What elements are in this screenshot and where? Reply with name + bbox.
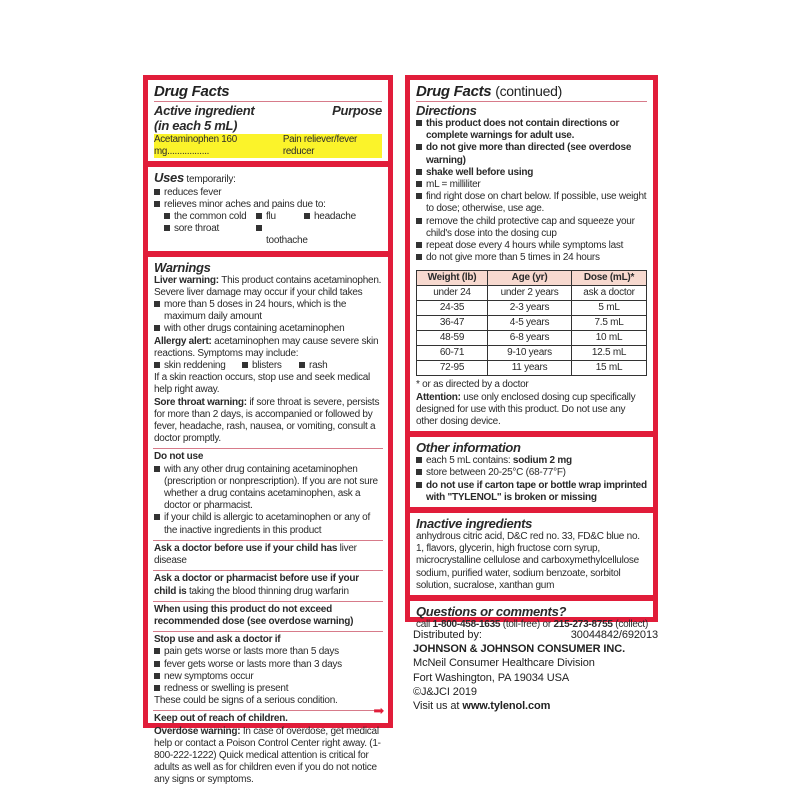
- dose-cell: under 2 years: [487, 286, 571, 301]
- dose-row: [417, 286, 647, 301]
- drug-facts-right-panel: [405, 75, 658, 631]
- dose-cell: 6-8 years: [487, 331, 571, 346]
- dose-cell: 9-10 years: [487, 346, 571, 361]
- drug-facts-title: Drug Facts: [154, 83, 230, 100]
- continue-arrow-icon: ➡: [373, 702, 384, 718]
- distributor-info: Distributed by: 30044842/692013 JOHNSON & JOHNSON CONSUMER INC. McNeil Consumer Healthcare Division Fort Washington, PA 19034 USA ©J&JCI 2019 Visit us at www.tylenol.com: [413, 629, 658, 713]
- warnings-section: Warnings Liver warning: This product contains acetaminophen. Severe liver damage may occur if your child takes more than 5 doses in 24 hours, which is the maximum daily amount with other drugs containing acetaminophen Allergy alert: acetaminophen may cause severe skin reactions. Symptoms may include: skin reddening blisters rash If a skin reaction occurs, stop use and seek medical help right away. Sore throat warning: if sore throat is severe, persists for more than 2 days, is accompanied or followed by fever, headache, rash, nausea, or vomiting, consult a doctor promptly. Do not use with any other drug containing acetaminophen (prescription or nonprescription). If you are not sure whether a drug contains acetaminophen, ask a doctor or pharmacist. if your child is allergic to acetaminophen or any of the inactive ingredients in this product Ask a doctor before use if your child has liver disease Ask a doctor or pharmacist before use if your child is taking the blood thinning drug warfarin When using this product do not exceed recommended dose (see overdose warning) Stop use and ask a doctor if pain gets worse or lasts more than 5 days fever gets worse or lasts more than 3 days new symptoms occur redness or swelling is present These could be signs of a serious condition. Keep out of reach of children. Overdose warning: In case of overdose, get medical help or contact a Poison Control Center right away. (1-800-222-1222) Quick medical attention is critical for adults as well as for children even if you do not notice any signs or symptoms.: [154, 259, 382, 786]
- dose-row: [417, 316, 647, 331]
- purpose-heading: Purpose: [332, 103, 382, 118]
- dose-cell: 12.5 mL: [572, 346, 647, 361]
- dose-row: [417, 346, 647, 361]
- dose-cell: 15 mL: [572, 361, 647, 376]
- dose-cell: 7.5 mL: [572, 316, 647, 331]
- dose-cell: 10 mL: [572, 331, 647, 346]
- phone-collect[interactable]: 215-273-8755: [553, 619, 613, 631]
- dose-cell: 60-71: [417, 346, 488, 361]
- dose-cell: 48-59: [417, 331, 488, 346]
- dose-cell: 36-47: [417, 316, 488, 331]
- dose-row: [417, 361, 647, 376]
- other-information-section: Other information each 5 mL contains: sodium 2 mg store between 20-25°C (68-77°F) do not use if carton tape or bottle wrap imprinted with "TYLENOL" is broken or missing: [416, 440, 647, 503]
- directions-section: Drug Facts (continued) Directions this product does not contain directions or complete warnings for adult use. do not give more than directed (see overdose warning) shake well before using mL = milliliter find right dose on chart below. If possible, use weight to dose; otherwise, use age. remove the child protective cap and squeeze your child's dose into the dosing cup repeat dose every 4 hours while symptoms last do not give more than 5 times in 24 hours Weight (lb) Age (yr) Dose (mL)* under 24 under 2 years ask a doctor 24-35 2-3 years 5 mL 36-47 4-5 years 7.5 mL 48-59 6-8 years 10 mL 60-71 9-10 years 12.5 mL 72-95 11 years 15 mL * or as directed by a doctor Attention: use only enclosed dosing cup specifically designed for use with this product. Do not use any other dosing device.: [416, 83, 647, 428]
- drug-facts-left-panel: [143, 75, 393, 786]
- dosing-table: Weight (lb) Age (yr) Dose (mL)* under 24 under 2 years ask a doctor 24-35 2-3 years 5 mL 36-47 4-5 years 7.5 mL 48-59 6-8 years 10 mL 60-71 9-10 years 12.5 mL 72-95 11 years 15 mL: [416, 270, 647, 376]
- dose-cell: 5 mL: [572, 301, 647, 316]
- website-link[interactable]: www.tylenol.com: [462, 700, 551, 713]
- ingredient-row: Acetaminophen 160 mg................. Pain reliever/fever reducer: [154, 134, 382, 158]
- phone-tollfree[interactable]: 1-800-458-1635: [432, 619, 501, 631]
- dose-cell: ask a doctor: [572, 286, 647, 301]
- uses-section: Uses temporarily: reduces fever relieves minor aches and pains due to: the common cold flu headache sore throat toothache: [148, 167, 388, 250]
- dose-cell: 72-95: [417, 361, 488, 376]
- dose-cell: 4-5 years: [487, 316, 571, 331]
- active-ingredient-heading: Active ingredient (in each 5 mL): [154, 103, 255, 133]
- active-ingredient-section: [148, 80, 388, 161]
- dose-row: [417, 301, 647, 316]
- dose-cell: 2-3 years: [487, 301, 571, 316]
- dose-cell: under 24: [417, 286, 488, 301]
- dose-cell: 24-35: [417, 301, 488, 316]
- dose-row: [417, 331, 647, 346]
- questions-section: Questions or comments? call 1-800-458-1635 (toll-free) or 215-273-8755 (collect): [416, 604, 649, 631]
- inactive-ingredients-section: Inactive ingredients anhydrous citric acid, D&C red no. 33, FD&C blue no. 1, flavors, glycerin, high fructose corn syrup, microcrystalline cellulose and carboxymethylcellulose sodium, purified water, sodium benzoate, sorbitol solution, sucralose, xanthan gum: [416, 516, 640, 591]
- dose-cell: 11 years: [487, 361, 571, 376]
